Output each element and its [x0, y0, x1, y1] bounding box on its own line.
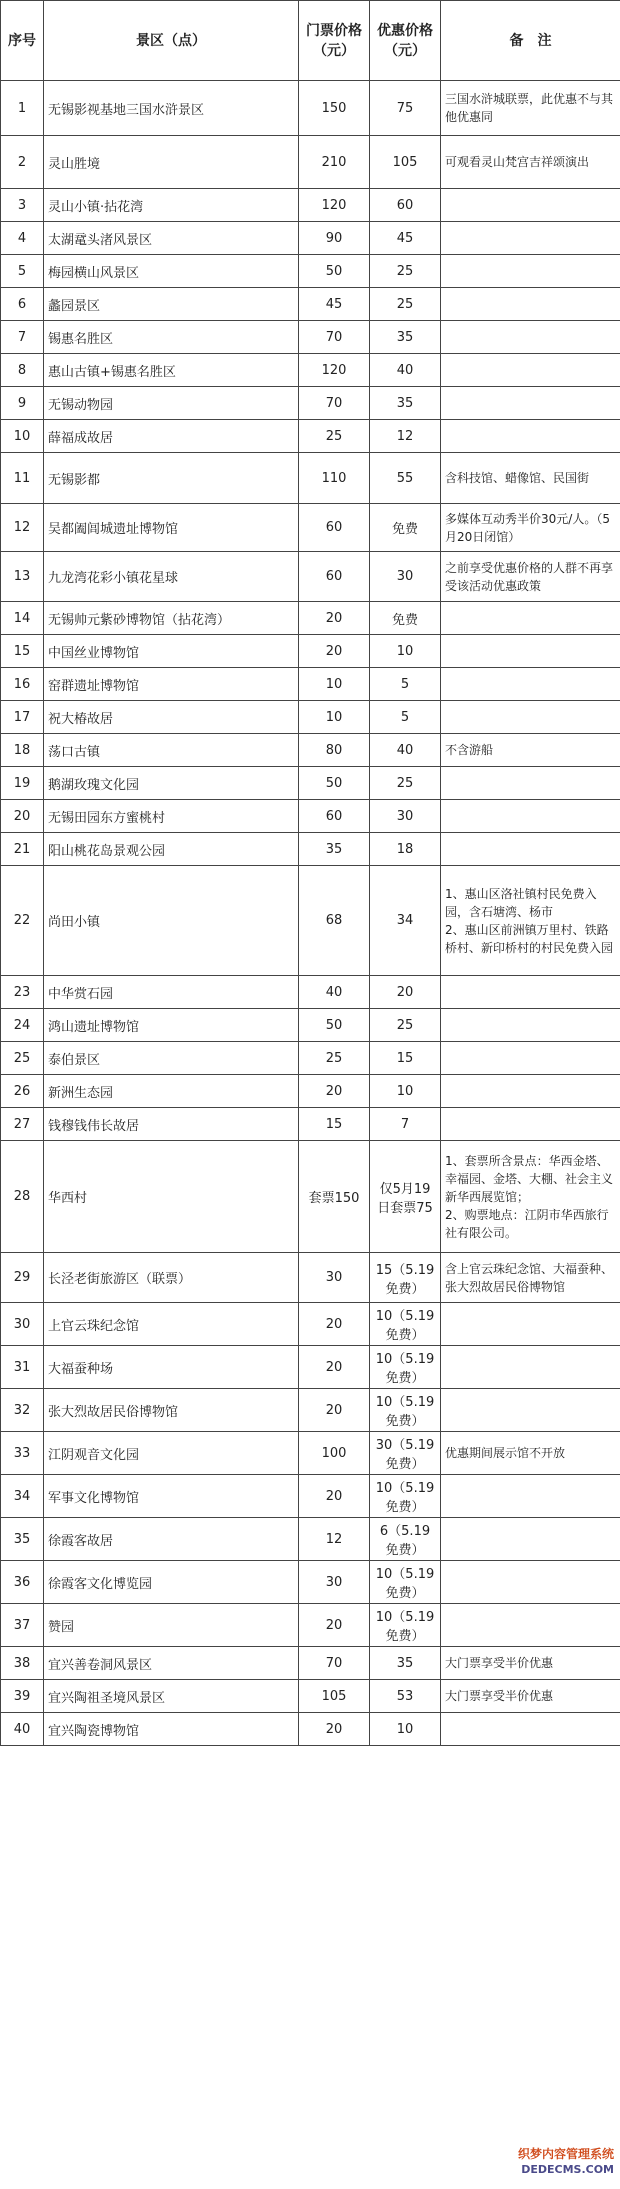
- discount-price: 10（5.19免费）: [370, 1561, 441, 1604]
- table-row: [1, 1680, 620, 1713]
- remark: [441, 635, 620, 668]
- ticket-price: 20: [299, 1389, 370, 1432]
- discount-price: 7: [370, 1108, 441, 1141]
- header-note: 备 注: [441, 1, 620, 81]
- ticket-price: 68: [299, 866, 370, 976]
- discount-price: 30: [370, 800, 441, 833]
- scenic-spot-name: 无锡帅元紫砂博物馆（拈花湾）: [44, 602, 299, 635]
- ticket-price: 60: [299, 552, 370, 602]
- remark: [441, 321, 620, 354]
- table-row: [1, 1042, 620, 1075]
- discount-price: 34: [370, 866, 441, 976]
- watermark-line1: 织梦内容管理系统: [517, 2147, 614, 2161]
- scenic-spot-name: 无锡影视基地三国水浒景区: [44, 81, 299, 136]
- discount-price: 40: [370, 734, 441, 767]
- remark: 不含游船: [441, 734, 620, 767]
- scenic-spot-name: 蠡园景区: [44, 288, 299, 321]
- scenic-spot-name: 张大烈故居民俗博物馆: [44, 1389, 299, 1432]
- ticket-price: 10: [299, 668, 370, 701]
- ticket-price: 套票150: [299, 1141, 370, 1253]
- discount-price: 仅5月19日套票75: [370, 1141, 441, 1253]
- table-row: [1, 453, 620, 504]
- row-number: 20: [1, 800, 44, 833]
- discount-price: 35: [370, 387, 441, 420]
- ticket-price: 105: [299, 1680, 370, 1713]
- ticket-price: 90: [299, 222, 370, 255]
- header-name: 景区（点）: [44, 1, 299, 81]
- scenic-spot-name: 薛福成故居: [44, 420, 299, 453]
- scenic-spot-name: 徐霞客文化博览园: [44, 1561, 299, 1604]
- discount-price: 53: [370, 1680, 441, 1713]
- row-number: 9: [1, 387, 44, 420]
- scenic-spot-name: 灵山小镇·拈花湾: [44, 189, 299, 222]
- discount-price: 10（5.19免费）: [370, 1389, 441, 1432]
- remark: [441, 387, 620, 420]
- ticket-price: 110: [299, 453, 370, 504]
- row-number: 11: [1, 453, 44, 504]
- discount-price: 35: [370, 321, 441, 354]
- row-number: 13: [1, 552, 44, 602]
- discount-price: 75: [370, 81, 441, 136]
- remark: 1、套票所含景点：华西金塔、幸福园、金塔、大棚、社会主义新华西展览馆； 2、购票地点：江阴市华西旅行社有限公司。: [441, 1141, 620, 1253]
- remark: [441, 1108, 620, 1141]
- discount-price: 20: [370, 976, 441, 1009]
- table-row: [1, 866, 620, 976]
- row-number: 3: [1, 189, 44, 222]
- row-number: 34: [1, 1475, 44, 1518]
- ticket-price: 20: [299, 602, 370, 635]
- discount-price: 5: [370, 701, 441, 734]
- scenic-spot-name: 长泾老街旅游区（联票）: [44, 1253, 299, 1303]
- row-number: 31: [1, 1346, 44, 1389]
- row-number: 22: [1, 866, 44, 976]
- remark: [441, 1075, 620, 1108]
- discount-price: 10: [370, 1075, 441, 1108]
- row-number: 12: [1, 504, 44, 552]
- ticket-price: 70: [299, 387, 370, 420]
- scenic-spot-name: 窑群遗址博物馆: [44, 668, 299, 701]
- table-row: [1, 1075, 620, 1108]
- table-row: [1, 1475, 620, 1518]
- table-row: [1, 635, 620, 668]
- row-number: 7: [1, 321, 44, 354]
- remark: [441, 288, 620, 321]
- scenic-spot-name: 荡口古镇: [44, 734, 299, 767]
- row-number: 10: [1, 420, 44, 453]
- row-number: 39: [1, 1680, 44, 1713]
- row-number: 37: [1, 1604, 44, 1647]
- scenic-spot-name: 宜兴陶瓷博物馆: [44, 1713, 299, 1746]
- site-watermark: [518, 2147, 614, 2177]
- remark: [441, 668, 620, 701]
- remark: 可观看灵山梵宫吉祥颂演出: [441, 136, 620, 189]
- row-number: 15: [1, 635, 44, 668]
- remark: [441, 976, 620, 1009]
- table-row: [1, 387, 620, 420]
- scenic-spot-name: 华西村: [44, 1141, 299, 1253]
- ticket-price: 40: [299, 976, 370, 1009]
- remark: [441, 1042, 620, 1075]
- row-number: 2: [1, 136, 44, 189]
- scenic-spot-name: 尚田小镇: [44, 866, 299, 976]
- header-no: 序号: [1, 1, 44, 81]
- table-row: [1, 833, 620, 866]
- row-number: 38: [1, 1647, 44, 1680]
- discount-price: 10: [370, 1713, 441, 1746]
- row-number: 40: [1, 1713, 44, 1746]
- table-row: [1, 976, 620, 1009]
- discount-price: 15（5.19免费）: [370, 1253, 441, 1303]
- row-number: 26: [1, 1075, 44, 1108]
- table-row: [1, 552, 620, 602]
- scenic-spot-name: 九龙湾花彩小镇花星球: [44, 552, 299, 602]
- table-row: [1, 1561, 620, 1604]
- table-row: [1, 701, 620, 734]
- ticket-price: 20: [299, 635, 370, 668]
- discount-price: 45: [370, 222, 441, 255]
- row-number: 35: [1, 1518, 44, 1561]
- ticket-price: 30: [299, 1561, 370, 1604]
- scenic-spot-name: 赞园: [44, 1604, 299, 1647]
- table-row: [1, 1647, 620, 1680]
- scenic-spot-name: 灵山胜境: [44, 136, 299, 189]
- table-row: [1, 189, 620, 222]
- remark: 含上官云珠纪念馆、大福蚕种、张大烈故居民俗博物馆: [441, 1253, 620, 1303]
- remark: [441, 1604, 620, 1647]
- remark: [441, 701, 620, 734]
- row-number: 25: [1, 1042, 44, 1075]
- row-number: 17: [1, 701, 44, 734]
- ticket-price: 50: [299, 255, 370, 288]
- row-number: 4: [1, 222, 44, 255]
- remark: [441, 1389, 620, 1432]
- table-row: [1, 1346, 620, 1389]
- row-number: 16: [1, 668, 44, 701]
- discount-price: 6（5.19免费）: [370, 1518, 441, 1561]
- discount-price: 25: [370, 1009, 441, 1042]
- discount-price: 55: [370, 453, 441, 504]
- ticket-price: 60: [299, 800, 370, 833]
- ticket-price: 80: [299, 734, 370, 767]
- header-price: 门票价格（元）: [299, 1, 370, 81]
- scenic-spot-name: 中华赏石园: [44, 976, 299, 1009]
- row-number: 19: [1, 767, 44, 800]
- row-number: 21: [1, 833, 44, 866]
- table-row: [1, 668, 620, 701]
- row-number: 18: [1, 734, 44, 767]
- row-number: 28: [1, 1141, 44, 1253]
- ticket-price: 20: [299, 1303, 370, 1346]
- ticket-price: 35: [299, 833, 370, 866]
- remark: 多媒体互动秀半价30元/人。（5月20日闭馆）: [441, 504, 620, 552]
- scenic-spot-name: 梅园横山风景区: [44, 255, 299, 288]
- scenic-spot-name: 军事文化博物馆: [44, 1475, 299, 1518]
- discount-price: 25: [370, 288, 441, 321]
- remark: 大门票享受半价优惠: [441, 1680, 620, 1713]
- scenic-spot-name: 惠山古镇+锡惠名胜区: [44, 354, 299, 387]
- row-number: 23: [1, 976, 44, 1009]
- discount-price: 40: [370, 354, 441, 387]
- header-discount: 优惠价格（元）: [370, 1, 441, 81]
- scenic-spot-name: 阳山桃花岛景观公园: [44, 833, 299, 866]
- discount-price: 10（5.19免费）: [370, 1604, 441, 1647]
- ticket-price: 120: [299, 354, 370, 387]
- remark: [441, 1561, 620, 1604]
- table-row: [1, 1604, 620, 1647]
- table-row: [1, 81, 620, 136]
- table-row: [1, 1253, 620, 1303]
- row-number: 24: [1, 1009, 44, 1042]
- table-row: [1, 136, 620, 189]
- remark: 优惠期间展示馆不开放: [441, 1432, 620, 1475]
- remark: [441, 800, 620, 833]
- remark: [441, 255, 620, 288]
- remark: 1、惠山区洛社镇村民免费入园，含石塘湾、杨市 2、惠山区前洲镇万里村、铁路桥村、新印桥村的村民免费入园: [441, 866, 620, 976]
- table-row: [1, 1141, 620, 1253]
- discount-price: 12: [370, 420, 441, 453]
- scenic-spot-name: 宜兴陶祖圣境风景区: [44, 1680, 299, 1713]
- row-number: 32: [1, 1389, 44, 1432]
- row-number: 33: [1, 1432, 44, 1475]
- scenic-spot-name: 锡惠名胜区: [44, 321, 299, 354]
- row-number: 5: [1, 255, 44, 288]
- remark: [441, 602, 620, 635]
- remark: 之前享受优惠价格的人群不再享受该活动优惠政策: [441, 552, 620, 602]
- table-row: [1, 504, 620, 552]
- discount-price: 25: [370, 255, 441, 288]
- scenic-spot-name: 泰伯景区: [44, 1042, 299, 1075]
- ticket-price: 45: [299, 288, 370, 321]
- scenic-spot-name: 无锡田园东方蜜桃村: [44, 800, 299, 833]
- row-number: 30: [1, 1303, 44, 1346]
- row-number: 29: [1, 1253, 44, 1303]
- ticket-price: 20: [299, 1604, 370, 1647]
- remark: [441, 420, 620, 453]
- ticket-price: 25: [299, 1042, 370, 1075]
- ticket-price: 120: [299, 189, 370, 222]
- scenic-spot-name: 中国丝业博物馆: [44, 635, 299, 668]
- table-row: [1, 1389, 620, 1432]
- ticket-price: 60: [299, 504, 370, 552]
- remark: 三国水浒城联票，此优惠不与其他优惠同: [441, 81, 620, 136]
- remark: [441, 1346, 620, 1389]
- table-row: [1, 1009, 620, 1042]
- discount-price: 10（5.19免费）: [370, 1475, 441, 1518]
- remark: [441, 189, 620, 222]
- remark: [441, 1303, 620, 1346]
- table-row: [1, 222, 620, 255]
- remark: [441, 1518, 620, 1561]
- table-row: [1, 255, 620, 288]
- remark: [441, 1713, 620, 1746]
- remark: [441, 354, 620, 387]
- scenic-spot-name: 鸿山遗址博物馆: [44, 1009, 299, 1042]
- remark: [441, 1009, 620, 1042]
- table-row: [1, 288, 620, 321]
- ticket-price: 15: [299, 1108, 370, 1141]
- discount-price: 30（5.19免费）: [370, 1432, 441, 1475]
- ticket-price: 30: [299, 1253, 370, 1303]
- table-row: [1, 1713, 620, 1746]
- ticket-price: 210: [299, 136, 370, 189]
- scenic-spot-name: 钱穆钱伟长故居: [44, 1108, 299, 1141]
- table-row: [1, 1518, 620, 1561]
- row-number: 27: [1, 1108, 44, 1141]
- table-row: [1, 354, 620, 387]
- ticket-price: 100: [299, 1432, 370, 1475]
- remark: [441, 833, 620, 866]
- scenic-spot-name: 太湖鼋头渚风景区: [44, 222, 299, 255]
- discount-price: 35: [370, 1647, 441, 1680]
- discount-price: 免费: [370, 602, 441, 635]
- ticket-price: 20: [299, 1075, 370, 1108]
- remark: 含科技馆、蜡像馆、民国街: [441, 453, 620, 504]
- ticket-price: 20: [299, 1475, 370, 1518]
- discount-price: 5: [370, 668, 441, 701]
- table-row: [1, 1303, 620, 1346]
- table-row: [1, 734, 620, 767]
- ticket-price: 150: [299, 81, 370, 136]
- row-number: 14: [1, 602, 44, 635]
- row-number: 1: [1, 81, 44, 136]
- table-row: [1, 321, 620, 354]
- discount-price: 免费: [370, 504, 441, 552]
- discount-price: 10（5.19免费）: [370, 1346, 441, 1389]
- ticket-price: 12: [299, 1518, 370, 1561]
- table-header-row: [1, 1, 620, 81]
- row-number: 6: [1, 288, 44, 321]
- discount-price: 18: [370, 833, 441, 866]
- discount-price: 10: [370, 635, 441, 668]
- ticket-price: 25: [299, 420, 370, 453]
- ticket-price: 70: [299, 321, 370, 354]
- ticket-price: 50: [299, 767, 370, 800]
- row-number: 8: [1, 354, 44, 387]
- remark: 大门票享受半价优惠: [441, 1647, 620, 1680]
- ticket-price: 70: [299, 1647, 370, 1680]
- scenic-spot-name: 无锡动物园: [44, 387, 299, 420]
- scenic-spot-name: 大福蚕种场: [44, 1346, 299, 1389]
- scenic-spot-name: 江阴观音文化园: [44, 1432, 299, 1475]
- ticket-price: 10: [299, 701, 370, 734]
- scenic-spot-name: 无锡影都: [44, 453, 299, 504]
- scenic-spot-name: 上官云珠纪念馆: [44, 1303, 299, 1346]
- ticket-price: 50: [299, 1009, 370, 1042]
- remark: [441, 1475, 620, 1518]
- scenic-spot-name: 新洲生态园: [44, 1075, 299, 1108]
- table-row: [1, 767, 620, 800]
- watermark-line2: DEDECMS.COM: [521, 2163, 614, 2176]
- scenic-spot-name: 宜兴善卷洞风景区: [44, 1647, 299, 1680]
- table-row: [1, 800, 620, 833]
- scenic-spot-name: 鹅湖玫瑰文化园: [44, 767, 299, 800]
- scenic-spot-name: 吴都阖闾城遗址博物馆: [44, 504, 299, 552]
- scenic-spot-name: 徐霞客故居: [44, 1518, 299, 1561]
- row-number: 36: [1, 1561, 44, 1604]
- ticket-price: 20: [299, 1713, 370, 1746]
- discount-price: 10（5.19免费）: [370, 1303, 441, 1346]
- discount-price: 30: [370, 552, 441, 602]
- discount-price: 60: [370, 189, 441, 222]
- table-row: [1, 420, 620, 453]
- ticket-price: 20: [299, 1346, 370, 1389]
- table-row: [1, 1432, 620, 1475]
- table-row: [1, 1108, 620, 1141]
- discount-price: 25: [370, 767, 441, 800]
- scenic-spot-name: 祝大椿故居: [44, 701, 299, 734]
- table-row: [1, 602, 620, 635]
- discount-price: 105: [370, 136, 441, 189]
- remark: [441, 222, 620, 255]
- remark: [441, 767, 620, 800]
- discount-price: 15: [370, 1042, 441, 1075]
